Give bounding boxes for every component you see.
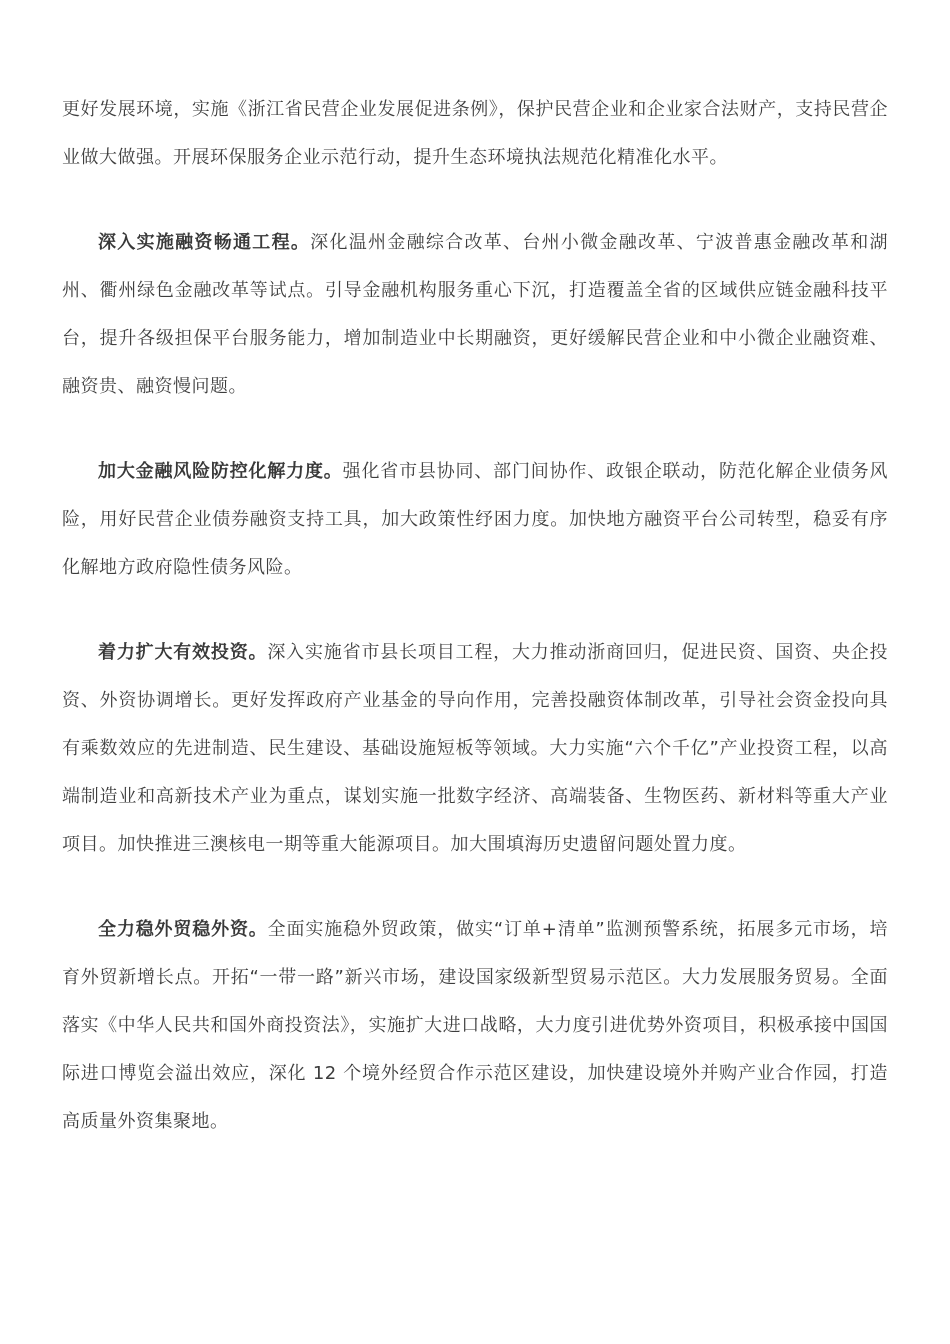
paragraph-text: 全面实施稳外贸政策，做实“订单+清单”监测预警系统，拓展多元市场，培育外贸新增长点。开拓“一带一路”新兴市场，建设国家级新型贸易示范区。大力发展服务贸易。全面落实《中华人民共和国外商投资法》，实施扩大进口战略，大力度引进优势外资项目，积极承接中国国际进口博览会溢出效应，深化 12 个境外经贸合作示范区建设，加快建设境外并购产业合作园，打造高质量外资集聚地。 bbox=[62, 919, 889, 1132]
paragraph bbox=[62, 219, 888, 411]
paragraph-lead: 全力稳外贸稳外资。 bbox=[98, 919, 268, 940]
paragraph-text: 强化省市县协同、部门间协作、政银企联动，防范化解企业债务风险，用好民营企业债券融资支持工具，加大政策性纾困力度。加快地方融资平台公司转型，稳妥有序化解地方政府隐性债务风险。 bbox=[62, 461, 889, 578]
paragraph bbox=[62, 629, 888, 869]
paragraph-lead: 加大金融风险防控化解力度。 bbox=[98, 461, 343, 482]
paragraph-lead: 着力扩大有效投资。 bbox=[98, 642, 268, 663]
paragraph-text: 深化温州金融综合改革、台州小微金融改革、宁波普惠金融改革和湖州、衢州绿色金融改革等试点。引导金融机构服务重心下沉，打造覆盖全省的区域供应链金融科技平台，提升各级担保平台服务能力，增加制造业中长期融资，更好缓解民营企业和中小微企业融资难、融资贵、融资慢问题。 bbox=[62, 232, 889, 397]
paragraph bbox=[62, 448, 888, 592]
paragraph-text: 更好发展环境，实施《浙江省民营企业发展促进条例》，保护民营企业和企业家合法财产，支持民营企业做大做强。开展环保服务企业示范行动，提升生态环境执法规范化精准化水平。 bbox=[62, 99, 888, 168]
paragraph-lead: 深入实施融资畅通工程。 bbox=[98, 232, 311, 253]
paragraph bbox=[62, 86, 888, 182]
paragraph-text: 深入实施省市县长项目工程，大力推动浙商回归，促进民资、国资、央企投资、外资协调增长。更好发挥政府产业基金的导向作用，完善投融资体制改革，引导社会资金投向具有乘数效应的先进制造、民生建设、基础设施短板等领域。大力实施“六个千亿”产业投资工程，以高端制造业和高新技术产业为重点，谋划实施一批数字经济、高端装备、生物医药、新材料等重大产业项目。加快推进三澳核电一期等重大能源项目。加大围填海历史遗留问题处置力度。 bbox=[62, 642, 889, 855]
document-content bbox=[62, 86, 888, 1146]
paragraph bbox=[62, 906, 888, 1146]
